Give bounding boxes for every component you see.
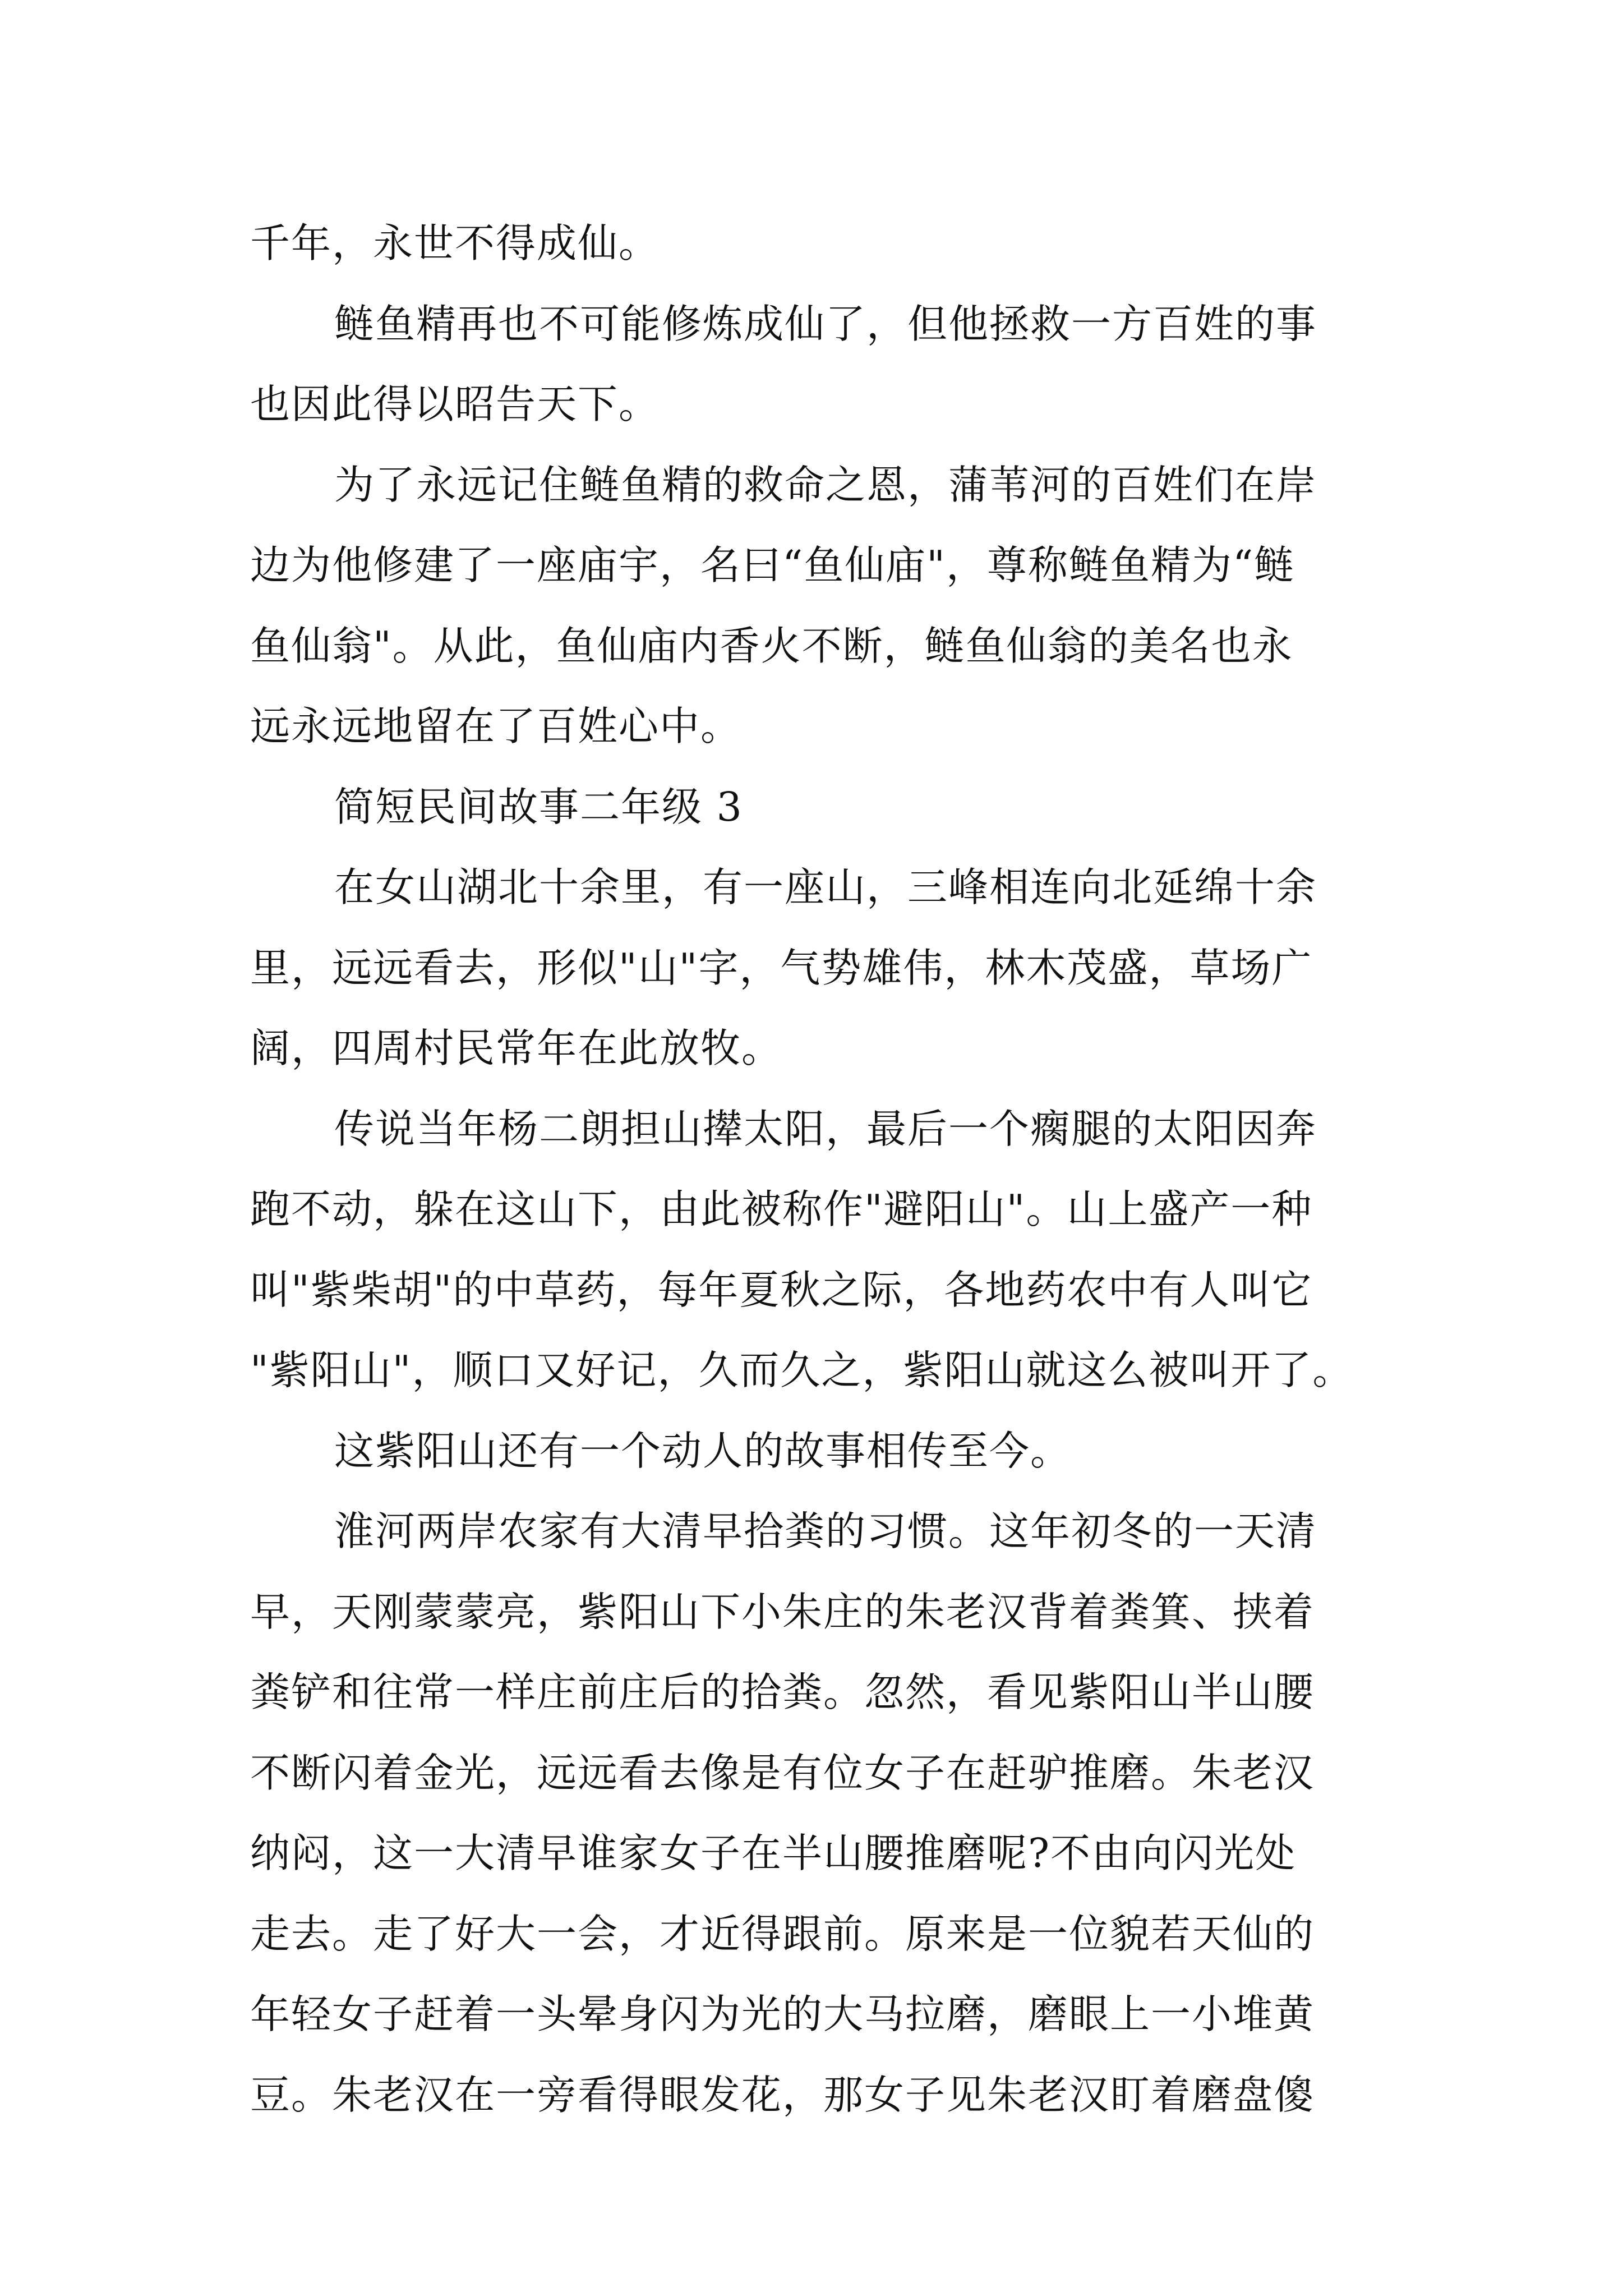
text-line: 在女山湖北十余里，有一座山，三峰相连向北延绵十余 bbox=[334, 864, 1317, 910]
text-line: 纳闷，这一大清早谁家女子在半山腰推磨呢?不由向闪光处 bbox=[250, 1830, 1297, 1876]
text-line: 走去。走了好大一会，才近得跟前。原来是一位貌若天仙的 bbox=[250, 1910, 1315, 1957]
text-line: "紫阳山"，顺口又好记，久而久之，紫阳山就这么被叫开了。 bbox=[250, 1347, 1354, 1393]
document-body bbox=[250, 203, 1383, 2135]
text-line: 也因此得以昭告天下。 bbox=[250, 381, 660, 427]
text-line: 传说当年杨二朗担山撵太阳，最后一个瘸腿的太阳因奔 bbox=[334, 1105, 1317, 1152]
text-line: 早，天刚蒙蒙亮，紫阳山下小朱庄的朱老汉背着粪箕、挟着 bbox=[250, 1588, 1315, 1635]
text-line: 鲢鱼精再也不可能修炼成仙了，但他拯救一方百姓的事 bbox=[334, 300, 1317, 347]
text-line: 叫"紫柴胡"的中草药，每年夏秋之际，各地药农中有人叫它 bbox=[250, 1266, 1313, 1313]
text-line: 远永远地留在了百姓心中。 bbox=[250, 703, 742, 749]
text-line: 淮河两岸农家有大清早拾粪的习惯。这年初冬的一天清 bbox=[334, 1508, 1317, 1554]
text-line: 里，远远看去，形似"山"字，气势雄伟，林木茂盛，草场广 bbox=[250, 944, 1313, 991]
text-line: 年轻女子赶着一头晕身闪为光的大马拉磨，磨眼上一小堆黄 bbox=[250, 1991, 1315, 2037]
text-line: 阔，四周村民常年在此放牧。 bbox=[250, 1025, 783, 1071]
text-line: 为了永远记住鲢鱼精的救命之恩，蒲苇河的百姓们在岸 bbox=[334, 461, 1317, 508]
text-line: 这紫阳山还有一个动人的故事相传至今。 bbox=[334, 1427, 1072, 1474]
section-heading: 简短民间故事二年级 3 bbox=[334, 783, 743, 830]
text-line: 粪铲和往常一样庄前庄后的拾粪。忽然，看见紫阳山半山腰 bbox=[250, 1669, 1315, 1715]
text-line: 千年，永世不得成仙。 bbox=[250, 220, 660, 266]
text-line: 边为他修建了一座庙宇，名曰“鱼仙庙"，尊称鲢鱼精为“鲢 bbox=[250, 542, 1295, 588]
text-line: 跑不动，躲在这山下，由此被称作"避阳山"。山上盛产一种 bbox=[250, 1186, 1313, 1232]
text-line: 不断闪着金光，远远看去像是有位女子在赶驴推磨。朱老汉 bbox=[250, 1749, 1315, 1796]
text-line: 豆。朱老汉在一旁看得眼发花，那女子见朱老汉盯着磨盘傻 bbox=[250, 2071, 1315, 2118]
text-line: 鱼仙翁"。从此，鱼仙庙内香火不断，鲢鱼仙翁的美名也永 bbox=[250, 622, 1293, 669]
